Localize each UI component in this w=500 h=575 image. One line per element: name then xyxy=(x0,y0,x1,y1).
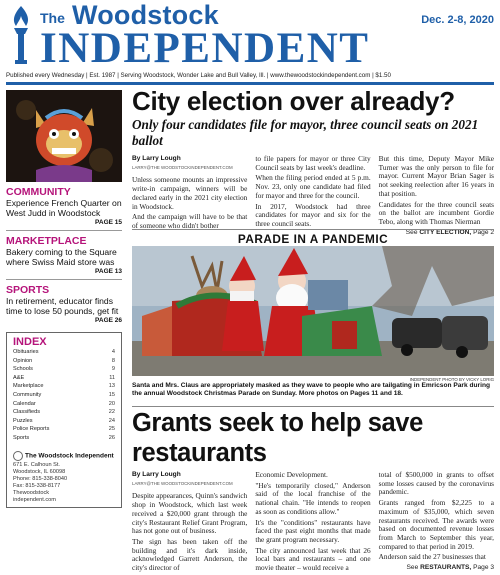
index-row[interactable] xyxy=(13,365,115,374)
address-city: Woodstock, IL 60098 xyxy=(13,468,66,475)
index-row[interactable] xyxy=(13,425,115,434)
sidebar-marketplace-page: PAGE 13 xyxy=(95,268,122,275)
sidebar-community-page: PAGE 15 xyxy=(95,219,122,226)
sidebar-community-head: COMMUNITY xyxy=(6,186,71,198)
address-fax: Fax: 815-338-8177 xyxy=(13,482,61,489)
paragraph: When the filing period ended at 5 p.m. Nov. 23, only one candidate had filed for mayor and three for the council. xyxy=(255,173,371,200)
left-sidebar xyxy=(6,90,122,324)
paragraph: And the campaign will have to be that of someone who didn't bother xyxy=(132,212,248,230)
publisher-seal-icon xyxy=(13,451,23,461)
second-byline: By Larry Lough xyxy=(132,471,181,478)
sidebar-divider xyxy=(6,279,122,280)
index-label: Sports xyxy=(13,434,30,441)
masthead-tagline: Published every Wednesday | Est. 1987 | Serving Woodstock, Wonder Lake and Bull Valley, Ill. | www.thewoodstockindependent.com | $1.50 xyxy=(6,72,391,79)
index-publisher-logo xyxy=(13,451,115,461)
lead-body xyxy=(132,155,494,237)
index-page: 13 xyxy=(108,383,115,390)
second-story xyxy=(132,406,494,575)
mardi-gras-figure-illustration xyxy=(6,90,122,182)
lead-headline[interactable]: City election over already? xyxy=(132,86,455,116)
index-row[interactable] xyxy=(13,408,115,417)
lead-col-2 xyxy=(255,155,370,237)
address-street: 671 E. Calhoun St. xyxy=(13,461,60,468)
photo-credit: INDEPENDENT PHOTO BY VICKY LORIG xyxy=(409,377,494,382)
paragraph: But this time, Deputy Mayor Mike Turner was the only person to file for mayor. Current Mayor Brian Sager is not seeking reelection after 16 years in that position. xyxy=(378,154,494,198)
lead-story xyxy=(132,86,494,237)
paragraph: Unless someone mounts an impressive write-in campaign, winners will be declared early in the 2021 city election in Woodstock. xyxy=(132,175,248,211)
sidebar-marketplace-head: MARKETPLACE xyxy=(6,235,87,247)
publisher-address xyxy=(13,462,115,504)
sidebar-marketplace-teaser[interactable]: Bakery coming to the Square where Swiss Maid store was xyxy=(6,247,117,267)
index-page: 11 xyxy=(109,374,115,381)
parade-section-head: PARADE IN A PANDEMIC xyxy=(132,229,494,246)
jump-prefix: See xyxy=(406,564,421,572)
paragraph: The city announced last week that 26 local bars and restaurants – and one movie theater – would receive a xyxy=(255,545,371,573)
index-row[interactable] xyxy=(13,434,115,443)
masthead xyxy=(0,0,500,78)
sidebar-divider xyxy=(6,230,122,231)
index-row[interactable] xyxy=(13,382,115,391)
index-label: Opinion xyxy=(13,357,33,364)
index-page: 24 xyxy=(108,417,115,424)
index-label: Obituaries xyxy=(13,349,39,355)
index-list xyxy=(13,348,115,443)
index-row[interactable] xyxy=(13,357,115,366)
paragraph: Candidates for the three council seats on the ballot are incumbent Gordie Tebo, along with Thomas Nierman xyxy=(378,199,494,226)
jump-page: Page 2 xyxy=(471,228,494,236)
lead-byline: By Larry Lough xyxy=(132,155,181,162)
index-label: Schools xyxy=(13,366,33,373)
lead-email[interactable]: LARRY@THE WOODSTOCKINDEPENDENT.COM xyxy=(132,164,233,170)
paragraph: total of $500,000 in grants to offset some losses caused by the coronavirus pandemic. xyxy=(378,470,494,497)
index-row[interactable] xyxy=(13,400,115,409)
paragraph: "He's temporarily closed," Anderson said of the local franchise of the national chain. "He intends to reopen as soon as conditions allow." xyxy=(255,480,371,516)
index-row[interactable] xyxy=(13,417,115,426)
index-page: 9 xyxy=(111,366,115,373)
index-label: Calendar xyxy=(13,400,36,407)
index-page: 25 xyxy=(108,426,115,433)
paragraph: It's the "conditions" restaurants have faced the past eight months that made the grant program necessary. xyxy=(255,517,371,544)
address-web-2[interactable]: independent.com xyxy=(13,496,56,503)
masthead-the: The xyxy=(40,10,65,26)
jump-prefix: See xyxy=(405,228,420,236)
address-phone: Phone: 815-338-8040 xyxy=(13,475,68,482)
paragraph: Grants ranged from $2,225 to a maximum of $35,000, which seven restaurants received. The awards were based on documented revenue losses from March to September this year, compared to that period in 2019. xyxy=(378,498,494,551)
index-label: Classifieds xyxy=(13,409,41,416)
sidebar-community-teaser[interactable]: Experience French Quarter on West Judd in Woodstock xyxy=(6,198,122,218)
index-row[interactable] xyxy=(13,348,115,357)
second-email[interactable]: LARRY@THE WOODSTOCKINDEPENDENT.COM xyxy=(132,480,233,486)
index-label: A&E xyxy=(13,374,25,381)
paragraph: In 2017, Woodstock had three candidates for mayor and six for the three council seats. xyxy=(255,201,371,228)
index-label: Community xyxy=(13,391,42,398)
index-page: 26 xyxy=(108,434,115,441)
index-title: INDEX xyxy=(13,336,47,348)
address-web-1[interactable]: Thewoodstock xyxy=(13,489,50,496)
second-headline[interactable]: Grants seek to help save restaurants xyxy=(132,409,423,467)
masthead-rule xyxy=(6,82,494,85)
masthead-name-main: INDEPENDENT xyxy=(40,25,370,72)
jump-page: Page 3 xyxy=(471,564,494,572)
masthead-name-top: Woodstock xyxy=(72,0,219,30)
second-col-3 xyxy=(379,471,494,575)
index-row[interactable] xyxy=(13,391,115,400)
index-label: Marketplace xyxy=(13,383,44,390)
publisher-name: The Woodstock Independent xyxy=(25,452,114,460)
paragraph: The sign has been taken off the building and it's dark inside, acknowledged Garrett Anderson, the city's director of xyxy=(132,536,248,573)
paragraph: Economic Development. xyxy=(255,470,328,479)
second-col-2 xyxy=(255,471,370,575)
santa-parade-illustration xyxy=(132,246,494,376)
sidebar-photo-mardi-gras-figure[interactable] xyxy=(6,90,122,182)
parade-photo[interactable] xyxy=(132,246,494,376)
index-page: 20 xyxy=(108,400,115,407)
second-col-1 xyxy=(132,471,247,575)
sidebar-sports-teaser[interactable]: In retirement, educator finds time to lose 50 pounds, get fit xyxy=(6,296,119,316)
jump-slug: RESTAURANTS, xyxy=(420,564,472,572)
index-page: 8 xyxy=(111,357,115,364)
index-box xyxy=(6,332,122,508)
second-body xyxy=(132,471,494,575)
paragraph: Despite appearances, Quinn's sandwich shop in Woodstock, which last week received a $20,000 grant through the city's Restaurant Relief Grant Program, has not gone out of business. xyxy=(132,491,248,536)
sidebar-sports-page: PAGE 26 xyxy=(95,317,122,324)
torch-logo-icon xyxy=(6,4,36,70)
index-label: Police Reports xyxy=(13,426,50,433)
lead-col-1 xyxy=(132,155,247,237)
lead-deck: Only four candidates file for mayor, three council seats on 2021 ballot xyxy=(132,117,479,148)
index-page: 15 xyxy=(108,391,115,398)
sidebar-sports-head: SPORTS xyxy=(6,284,50,296)
index-row[interactable] xyxy=(13,374,115,383)
parade-caption: Santa and Mrs. Claus are appropriately masked as they wave to people who are tailgating in Emricson Park during the annual Woodstock Christmas Parade on Sunday. More photos on Pages 11 and 18. xyxy=(132,382,490,397)
jump-slug: CITY ELECTION, xyxy=(419,228,472,236)
paragraph: Anderson said the 27 businesses that xyxy=(378,552,486,562)
issue-dates: Dec. 2-8, 2020 xyxy=(421,14,494,26)
index-label: Puzzles xyxy=(13,417,33,424)
lead-col-3 xyxy=(379,155,494,237)
index-page: 4 xyxy=(111,349,115,355)
second-jump-link[interactable] xyxy=(379,564,494,573)
index-page: 22 xyxy=(108,409,115,416)
paragraph: to file papers for mayor or three City Council seats by last week's deadline. xyxy=(255,154,371,172)
